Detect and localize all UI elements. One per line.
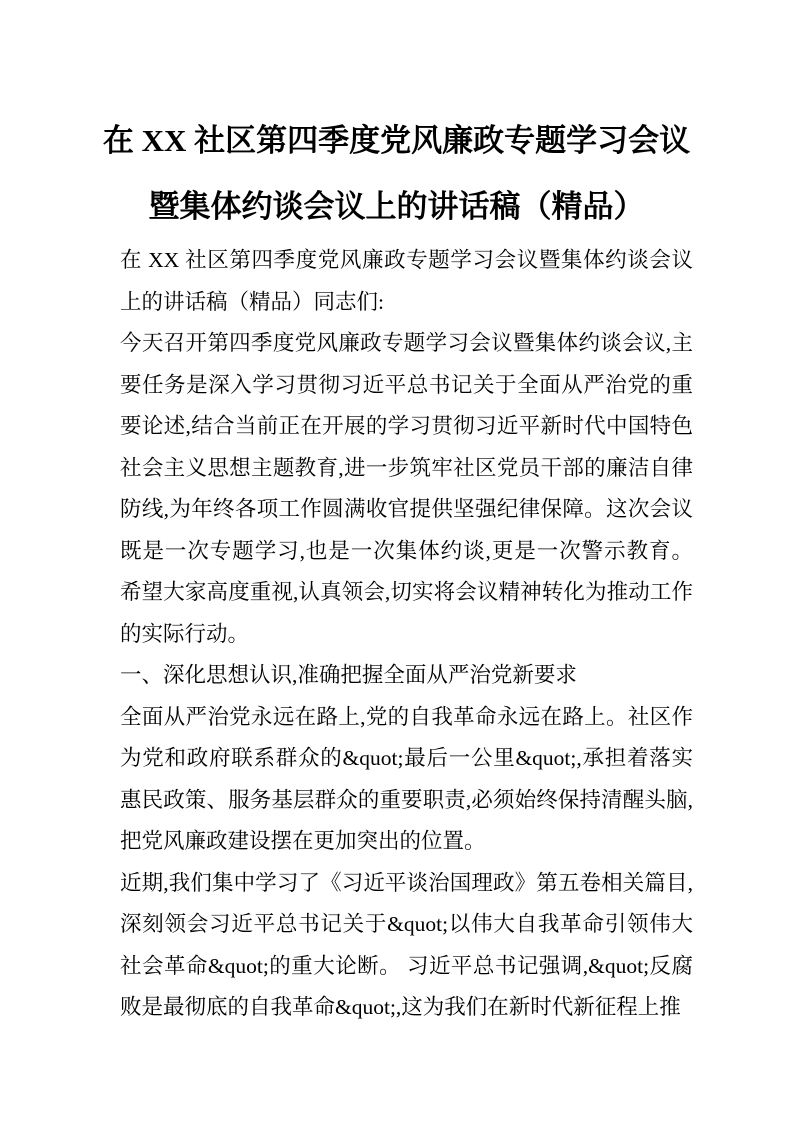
body-paragraph-1: 全面从严治党永远在路上,党的自我革命永远在路上。社区作为党和政府联系群众的&quot;最后一公里&quot;,承担着落实惠民政策、服务基层群众的重要职责,必须始终保持清醒头脑,把党风廉政建设摆在更加突出的位置。 — [120, 704, 693, 853]
opening-paragraph: 今天召开第四季度党风廉政专题学习会议暨集体约谈会议,主要任务是深入学习贯彻习近平总书记关于全面从严治党的重要论述,结合当前正在开展的学习贯彻习近平新时代中国特色社会主义思想主题教育,进一步筑牢社区党员干部的廉洁自律防线,为年终各项工作圆满收官提供坚强纪律保障。这次会议既是一次专题学习,也是一次集体约谈,更是一次警示教育。 希望大家高度重视,认真领会,切实将会议精神转化为推动工作的实际行动。 — [120, 331, 693, 646]
body-paragraph-2: 近期,我们集中学习了《习近平谈治国理政》第五卷相关篇目,深刻领会习近平总书记关于&quot;以伟大自我革命引领伟大社会革命&quot;的重大论断。 习近平总书记强调,&quot;反腐败是最彻底的自我革命&quot;,这为我们在新时代新征程上推 — [120, 870, 693, 1019]
document-title — [100, 108, 693, 240]
salutation-paragraph: 在 XX 社区第四季度党风廉政专题学习会议暨集体约谈会议上的讲话稿（精品）同志们: — [120, 248, 693, 314]
section-heading-1: 一、深化思想认识,准确把握全面从严治党新要求 — [120, 663, 577, 687]
title-line-1: 在 XX 社区第四季度党风廉政专题学习会议 — [102, 123, 691, 158]
title-line-2: 暨集体约谈会议上的讲话稿（精品） — [148, 189, 645, 224]
document-body — [120, 240, 693, 1029]
